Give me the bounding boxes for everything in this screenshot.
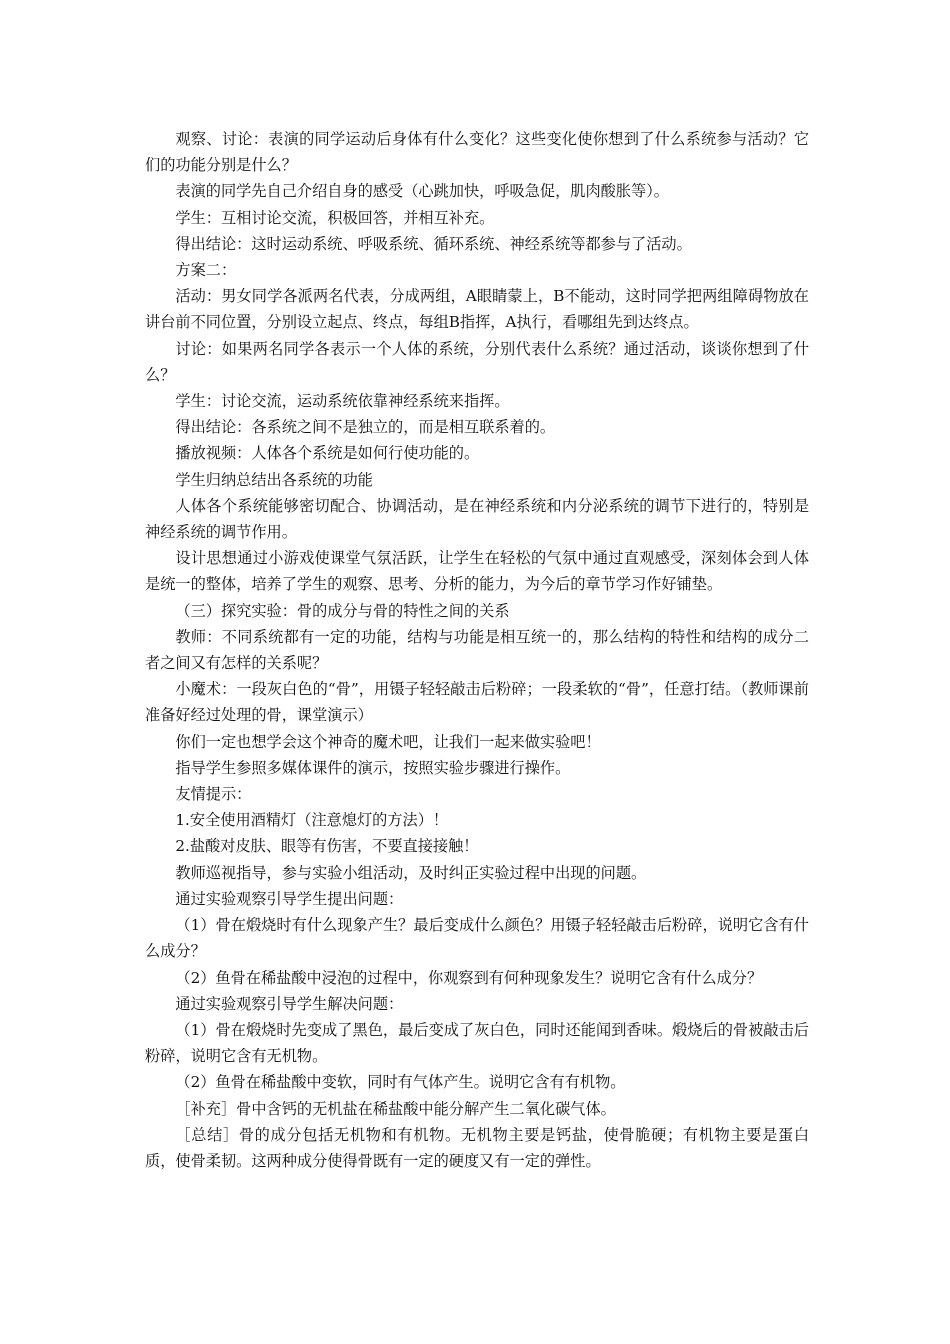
document-page bbox=[145, 126, 809, 1174]
paragraph: 指导学生参照多媒体课件的演示，按照实验步骤进行操作。 bbox=[175, 758, 571, 777]
paragraph: 友情提示： bbox=[175, 785, 252, 804]
paragraph: 通过实验观察引导学生解决问题： bbox=[175, 994, 404, 1013]
paragraph: 学生：互相讨论交流，积极回答，并相互补充。 bbox=[175, 208, 495, 227]
paragraph: 学生：讨论交流，运动系统依靠神经系统来指挥。 bbox=[175, 392, 510, 411]
paragraph: 方案二： bbox=[175, 261, 237, 280]
paragraph: 你们一定也想学会这个神奇的魔术吧，让我们一起来做实验吧！ bbox=[175, 732, 601, 751]
list-item: 2.盐酸对皮肤、眼等有伤害，不要直接接触！ bbox=[175, 837, 479, 856]
paragraph: 学生归纳总结出各系统的功能 bbox=[175, 470, 373, 489]
paragraph: 活动：男女同学各派两名代表，分成两组，A眼睛蒙上，B不能动，这时同学把两组障碍物放在讲台前不同位置，分别设立起点、终点，每组B指挥，A执行，看哪组先到达终点。 bbox=[145, 287, 809, 332]
paragraph: （1）骨在煅烧时有什么现象产生？最后变成什么颜色？用镊子轻轻敲击后粉碎，说明它含有什么成分？ bbox=[145, 916, 809, 961]
paragraph: 小魔术：一段灰白色的“骨”，用镊子轻轻敲击后粉碎；一段柔软的“骨”，任意打结。（教师课前准备好经过处理的骨，课堂演示） bbox=[145, 680, 809, 725]
paragraph: 表演的同学先自己介绍自身的感受（心跳加快，呼吸急促，肌肉酸胀等）。 bbox=[175, 182, 669, 201]
paragraph: 教师：不同系统都有一定的功能，结构与功能是相互统一的，那么结构的特性和结构的成分二者之间又有怎样的关系呢？ bbox=[145, 627, 809, 673]
paragraph: 设计思想通过小游戏使课堂气氛活跃，让学生在轻松的气氛中通过直观感受，深刻体会到人体是统一的整体，培养了学生的观察、思考、分析的能力，为今后的章节学习作好铺垫。 bbox=[145, 549, 809, 594]
list-item: 1.安全使用酒精灯（注意熄灯的方法）！ bbox=[175, 811, 449, 830]
paragraph: （1）骨在煅烧时先变成了黑色，最后变成了灰白色，同时还能闻到香味。煅烧后的骨被敲击后粉碎，说明它含有无机物。 bbox=[145, 1020, 809, 1066]
section-heading: （三）探究实验：骨的成分与骨的特性之间的关系 bbox=[175, 601, 510, 620]
paragraph: （2）鱼骨在稀盐酸中变软，同时有气体产生。说明它含有有机物。 bbox=[175, 1073, 626, 1092]
paragraph: 得出结论：各系统之间不是独立的，而是相互联系着的。 bbox=[175, 418, 556, 437]
supplement-note: ［补充］骨中含钙的无机盐在稀盐酸中能分解产生二氧化碳气体。 bbox=[175, 1099, 616, 1118]
paragraph: 观察、讨论：表演的同学运动后身体有什么变化？这些变化使你想到了什么系统参与活动？它们的功能分别是什么？ bbox=[145, 130, 809, 175]
paragraph: （2）鱼骨在稀盐酸中浸泡的过程中，你观察到有何种现象发生？说明它含有什么成分？ bbox=[175, 968, 763, 987]
paragraph: 人体各个系统能够密切配合、协调活动，是在神经系统和内分泌系统的调节下进行的，特别是神经系统的调节作用。 bbox=[145, 496, 809, 542]
paragraph: 播放视频：人体各个系统是如何行使功能的。 bbox=[175, 444, 480, 463]
paragraph: 得出结论：这时运动系统、呼吸系统、循环系统、神经系统等都参与了活动。 bbox=[175, 234, 692, 253]
summary-note: ［总结］骨的成分包括无机物和有机物。无机物主要是钙盐，使骨脆硬；有机物主要是蛋白质，使骨柔韧。这两种成分使得骨既有一定的硬度又有一定的弹性。 bbox=[145, 1125, 809, 1170]
paragraph: 讨论：如果两名同学各表示一个人体的系统，分别代表什么系统？通过活动，谈谈你想到了什么？ bbox=[145, 339, 809, 384]
paragraph: 通过实验观察引导学生提出问题： bbox=[175, 889, 404, 908]
paragraph: 教师巡视指导，参与实验小组活动，及时纠正实验过程中出现的问题。 bbox=[175, 863, 647, 882]
